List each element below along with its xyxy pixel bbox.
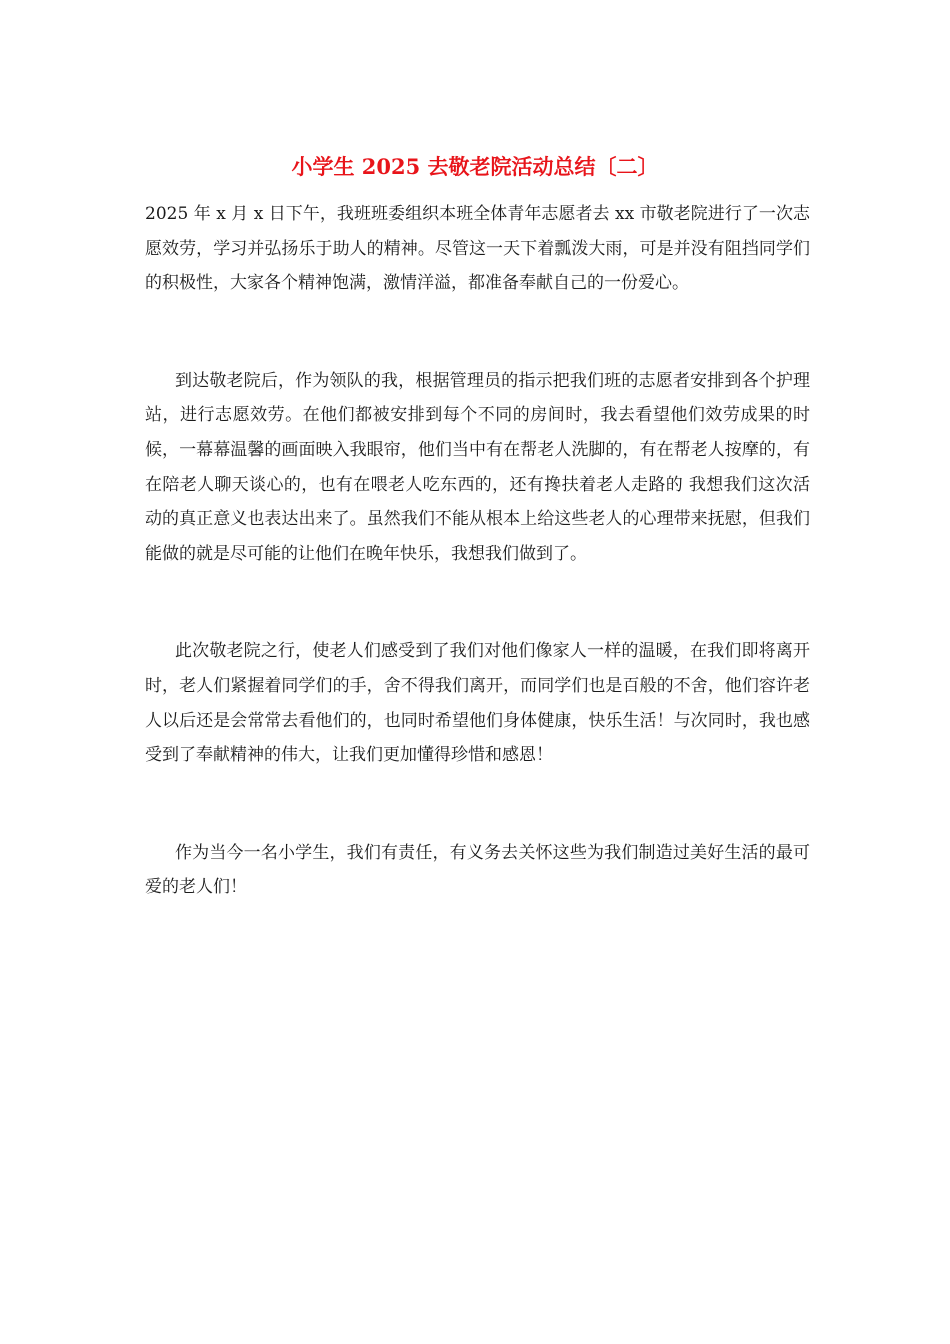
paragraph-1: 2025 年 x 月 x 日下午，我班班委组织本班全体青年志愿者去 xx 市敬老院进行了一次志愿效劳，学习并弘扬乐于助人的精神。尽管这一天下着瓢泼大雨，可是并没有阻挡同学们的积极性，大家各个精神饱满，激情洋溢，都准备奉献自己的一份爱心。: [145, 204, 810, 294]
paragraph-spacer: [145, 571, 810, 634]
document-body: [145, 197, 810, 905]
paragraph-spacer: [145, 301, 810, 364]
paragraph-4: 作为当今一名小学生，我们有责任，有义务去关怀这些为我们制造过美好生活的最可爱的老人们！: [145, 842, 810, 898]
document-title: 小学生 2025 去敬老院活动总结〔二〕: [291, 154, 659, 179]
paragraph-3: 此次敬老院之行，使老人们感受到了我们对他们像家人一样的温暖，在我们即将离开时，老人们紧握着同学们的手，舍不得我们离开，而同学们也是百般的不舍，他们容许老人以后还是会常常去看他们的，也同时希望他们身体健康，快乐生活！与次同时，我也感受到了奉献精神的伟大，让我们更加懂得珍惜和感恩！: [145, 641, 810, 766]
paragraph-2: 到达敬老院后，作为领队的我，根据管理员的指示把我们班的志愿者安排到各个护理站，进行志愿效劳。在他们都被安排到每个不同的房间时，我去看望他们效劳成果的时候，一幕幕温馨的画面映入我眼帘，他们当中有在帮老人洗脚的，有在帮老人按摩的，有在陪老人聊天谈心的，也有在喂老人吃东西的，还有搀扶着老人走路的 我想我们这次活动的真正意义也表达出来了。虽然我们不能从根本上给这些老人的心理带来抚慰，但我们能做的就是尽可能的让他们在晚年快乐，我想我们做到了。: [145, 370, 810, 564]
paragraph-spacer: [145, 773, 810, 836]
